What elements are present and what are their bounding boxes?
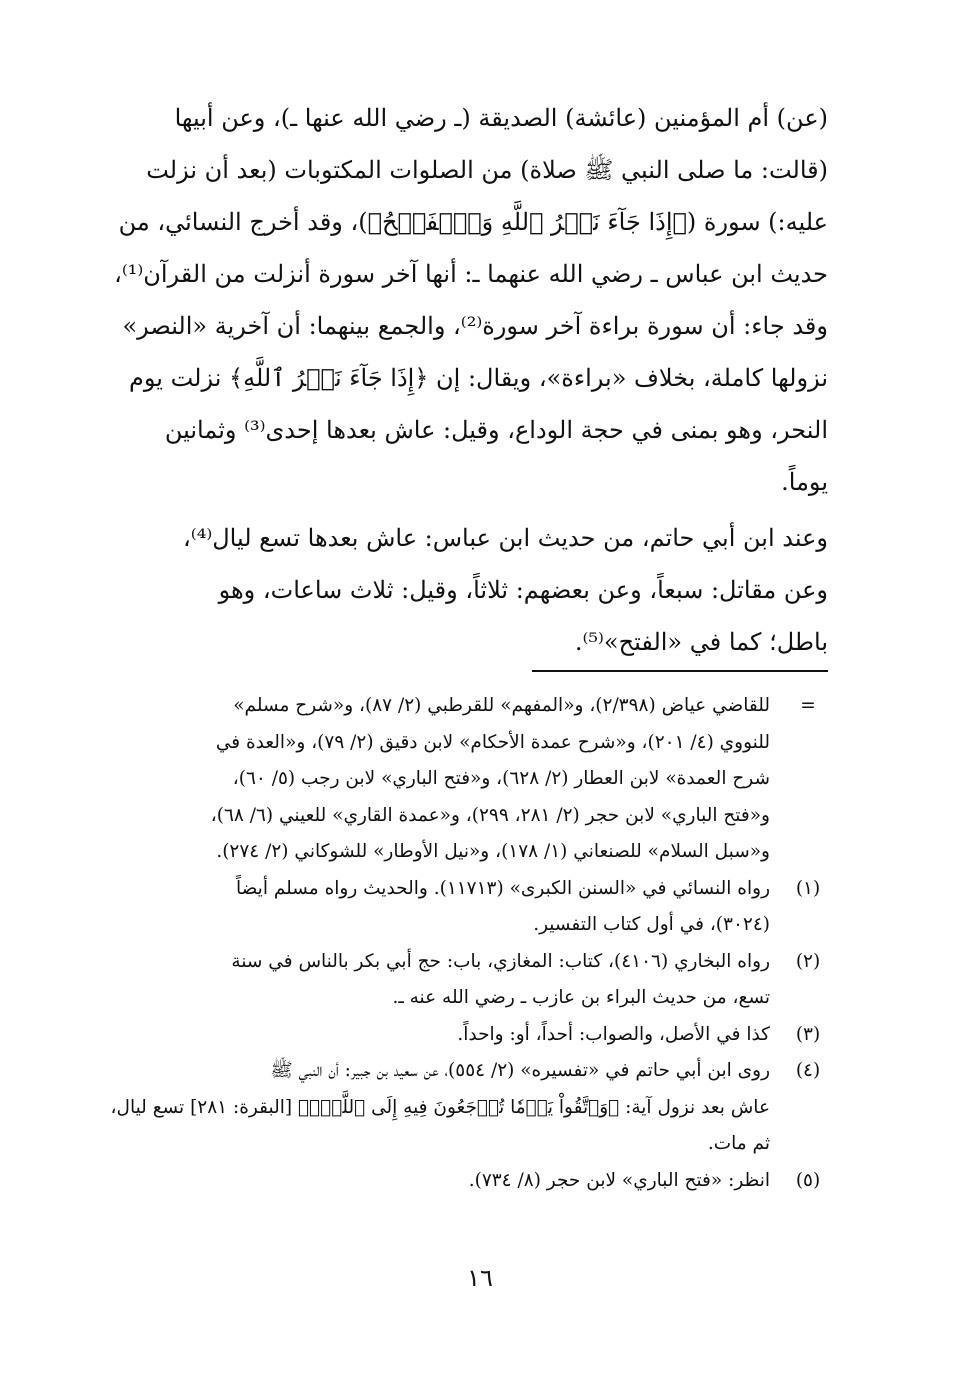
footnote-2 <box>116 944 828 1017</box>
main-paragraph-2 <box>116 512 828 668</box>
footnotes <box>110 688 828 1199</box>
footnote-line: و«فتح الباري» لابن حجر (٢/ ٢٨١، ٢٩٩)، و«عمدة القاري» للعيني (٦/ ٦٨)، <box>210 804 770 826</box>
footnote-5 <box>116 1163 828 1200</box>
footnote-continuation <box>116 688 828 871</box>
footnote-separator <box>532 670 828 672</box>
footnote-line: رواه البخاري (٤١٠٦)، كتاب: المغازي، باب: حج أبي بكر بالناس في سنة <box>231 950 770 972</box>
footnote-line: تسع، من حديث البراء بن عازب ـ رضي الله عنه ـ. <box>392 987 770 1008</box>
footnote-line: للنووي (٤/ ٢٠١)، و«شرح عمدة الأحكام» لابن دقيق (٢/ ٧٩)، و«العدة في <box>215 731 770 753</box>
footnote-1 <box>116 871 828 944</box>
footnote-number: (١) <box>795 877 821 899</box>
footnote-number: (٥) <box>795 1169 821 1191</box>
text-line: نزولها كاملة، بخلاف «براءة»، ويقال: إن ﴿إِذَا جَآءَ نَصۡرُ ٱللَّهِ﴾ نزلت يوم <box>129 364 828 392</box>
text-line: (قالت: ما صلى النبي ﷺ صلاة) من الصلوات المكتوبات (بعد أن نزلت <box>146 156 828 184</box>
footnote-3 <box>116 1017 828 1054</box>
footnote-number: (٣) <box>795 1023 821 1045</box>
footnote-line: (٣٠٢٤)، في أول كتاب التفسير. <box>533 914 770 935</box>
text-line: باطل؛ كما في «الفتح»⁽⁵⁾. <box>574 628 828 656</box>
footnote-4 <box>110 1053 828 1163</box>
text-line: وعند ابن أبي حاتم، من حديث ابن عباس: عاش بعدها تسع ليال⁽⁴⁾، <box>183 524 828 552</box>
footnote-line: رواه النسائي في «السنن الكبرى» (١١٧١٣). والحديث رواه مسلم أيضاً <box>235 877 770 899</box>
text-line: وعن مقاتل: سبعاً، وعن بعضهم: ثلاثاً، وقيل: ثلاث ساعات، وهو <box>218 576 828 604</box>
footnote-number: (٤) <box>795 1060 821 1081</box>
page-number: ١٦ <box>467 1264 493 1292</box>
main-paragraph-1 <box>116 92 828 508</box>
text-line: النحر، وهو بمنى في حجة الوداع، وقيل: عاش بعدها إحدى⁽³⁾ وثمانين <box>164 416 828 444</box>
footnote-line: روى ابن أبي حاتم في «تفسيره» (٢/ ٥٥٤)، عن سعيد بن جبير: أن النبي ﷺ <box>270 1060 770 1081</box>
footnote-line: للقاضي عياض (٢/٣٩٨)، و«المفهم» للقرطبي (٢/ ٨٧)، و«شرح مسلم» <box>233 695 770 716</box>
footnote-line: و«سبل السلام» للصنعاني (١/ ١٧٨)، و«نيل الأوطار» للشوكاني (٢/ ٢٧٤). <box>216 841 770 862</box>
footnote-line: كذا في الأصل، والصواب: أحداً، أو: واحداً. <box>457 1023 770 1045</box>
text-line: وقد جاء: أن سورة براءة آخر سورة⁽²⁾، والجمع بينهما: أن آخرية «النصر» <box>122 312 828 340</box>
text-line: حديث ابن عباس ـ رضي الله عنهما ـ: أنها آخر سورة أنزلت من القرآن⁽¹⁾، <box>114 260 828 288</box>
footnote-number: (٢) <box>795 950 821 972</box>
footnote-line: انظر: «فتح الباري» لابن حجر (٨/ ٧٣٤). <box>468 1169 770 1191</box>
text-line: عليه:) سورة (﴿إِذَا جَآءَ نَصۡرُ ٱللَّهِ وَٱلۡفَتۡحُ﴾)، وقد أخرج النسائي، من <box>118 208 828 236</box>
footnote-line: عاش بعد نزول آية: ﴿وَٱتَّقُواْ يَوۡمٗا تُرۡجَعُونَ فِيهِ إِلَى ٱللَّهِۖ﴾ [البقرة: ٢٨١] تسع ليال، <box>110 1096 770 1118</box>
text-line: (عن) أم المؤمنين (عائشة) الصديقة (ـ رضي الله عنها ـ)، وعن أبيها <box>174 104 828 132</box>
continuation-marker: = <box>800 695 816 716</box>
footnote-line: ثم مات. <box>707 1133 770 1154</box>
text-line: يوماً. <box>781 468 828 496</box>
footnote-line: شرح العمدة» لابن العطار (٢/ ٦٢٨)، و«فتح الباري» لابن رجب (٥/ ٦٠)، <box>232 768 770 789</box>
